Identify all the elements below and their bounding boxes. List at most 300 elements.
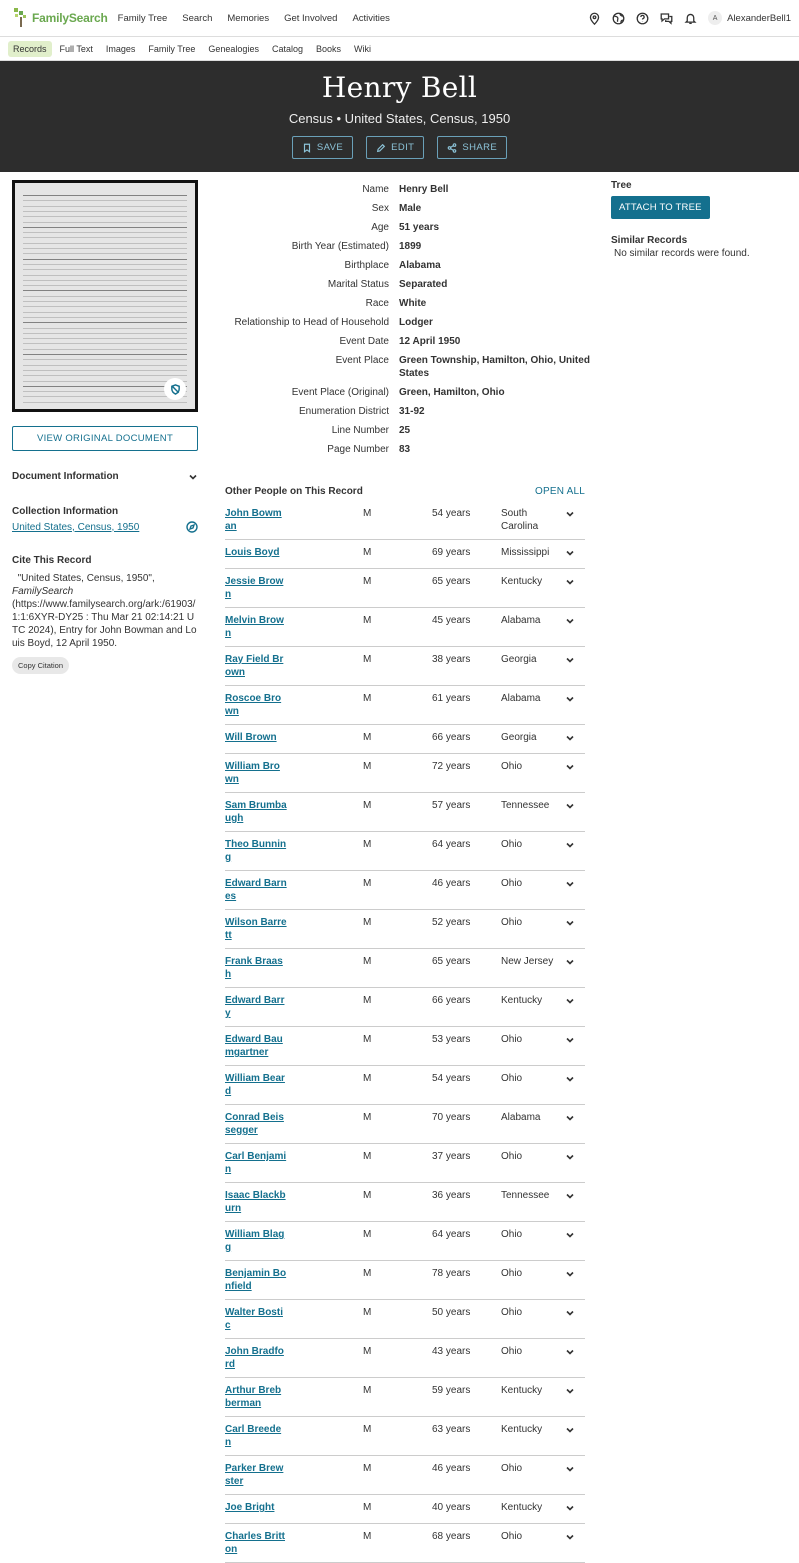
fact-label: Line Number [331,425,389,436]
person-name-link[interactable]: Benjamin Bonfield [225,1268,287,1292]
person-birthplace: Ohio [501,1229,523,1240]
person-birthplace: Georgia [501,732,537,743]
person-name-cell [225,877,363,903]
person-name-title: Henry Bell [321,71,478,104]
person-name-cell [225,614,363,640]
records-subnav [0,37,799,61]
person-birthplace: Ohio [501,1268,523,1279]
collection-link-row [12,521,198,533]
brand-name: FamilySearch [32,11,108,25]
expand-row-button[interactable] [565,692,585,718]
person-name-cell [225,838,363,864]
chevron-down-icon [565,957,575,967]
person-row [225,1524,585,1563]
chevron-down-icon [565,1425,575,1435]
tree-title: Tree [611,180,632,191]
facts-list [225,183,600,456]
sheet-rule-line [23,259,187,260]
person-name-link[interactable]: Edward Barnes [225,878,287,902]
person-age: 38 years [432,654,471,665]
person-name-cell [225,916,363,942]
sheet-rule-line [23,317,187,318]
sheet-rule-line [23,391,187,392]
expand-row-button[interactable] [565,1423,585,1449]
person-row [225,754,585,793]
sheet-rule-line [23,290,187,291]
person-birthplace: Kentucky [501,995,543,1006]
person-name-link[interactable]: John Bradford [225,1346,284,1370]
nav-get-involved[interactable]: Get Involved [284,12,338,24]
fact-row [225,424,600,437]
collection-information-title: Collection Information [12,506,119,517]
person-age: 66 years [432,732,471,743]
person-name-cell [225,994,363,1020]
person-age: 68 years [432,1531,471,1542]
other-people-header [225,481,585,501]
chevron-down-icon [565,509,575,519]
collection-link[interactable]: United States, Census, 1950 [12,521,140,533]
globe-icon[interactable] [612,12,625,25]
person-sex: M [363,1502,372,1513]
person-row [225,1378,585,1417]
expand-row-button[interactable] [565,1072,585,1098]
person-sex: M [363,1268,372,1279]
person-name-link[interactable]: Conrad Beissegger [225,1112,284,1136]
expand-row-button[interactable] [565,614,585,640]
person-name-link[interactable]: Will Brown [225,732,277,743]
fact-label: Page Number [327,444,389,455]
fact-value: Green Township, Hamilton, Ohio, United States [399,355,590,379]
person-sex: M [363,1346,372,1357]
save-button[interactable] [292,136,353,159]
expand-row-button[interactable] [565,760,585,786]
person-birthplace: Alabama [501,1112,541,1123]
bookmark-icon [302,143,312,153]
fact-row [225,278,600,291]
person-name-link[interactable]: Theo Bunning [225,839,287,863]
person-birthplace: Ohio [501,917,523,928]
person-name-cell [225,507,363,533]
fact-row [225,221,600,234]
other-people-title: Other People on This Record [225,485,363,497]
cite-this-record-title: Cite This Record [12,555,92,566]
sheet-rule-line [23,328,187,329]
expand-row-button[interactable] [565,838,585,864]
person-birthplace: Kentucky [501,1424,543,1435]
fact-row [225,183,600,196]
sheet-rule-line [23,243,187,244]
expand-row-button[interactable] [565,1462,585,1488]
expand-row-button[interactable] [565,916,585,942]
person-sex: M [363,1463,372,1474]
person-name-link[interactable]: Carl Breeden [225,1424,282,1448]
other-people-list [225,501,585,1563]
person-row [225,647,585,686]
person-row [225,1066,585,1105]
sheet-rule-line [23,396,187,397]
restricted-shield-icon[interactable] [164,378,186,400]
top-right-tools [588,11,791,25]
person-sex: M [363,1190,372,1201]
fact-row [225,297,600,310]
fact-label: Marital Status [327,279,389,290]
nav-activities[interactable]: Activities [352,12,390,24]
sheet-rule-line [23,312,187,313]
person-age: 72 years [432,761,471,772]
subnav-images[interactable]: Images [105,43,136,54]
sheet-rule-line [23,275,187,276]
person-age: 37 years [432,1151,471,1162]
sheet-rule-line [23,216,187,217]
main-nav [118,13,390,24]
person-birthplace: Kentucky [501,1502,543,1513]
citation-part-1: "United States, Census, 1950", [17,573,155,584]
person-name-cell [225,1189,363,1215]
record-actions [0,136,799,159]
person-age: 43 years [432,1346,471,1357]
other-people-section [225,481,585,1563]
person-age: 45 years [432,615,471,626]
nav-search[interactable]: Search [182,12,213,24]
person-birthplace: Ohio [501,1034,523,1045]
person-name-link[interactable]: Wilson Barrett [225,917,287,941]
chevron-down-icon [565,996,575,1006]
person-birthplace: Ohio [501,1463,523,1474]
person-name-cell [225,799,363,825]
person-name-cell [225,955,363,981]
person-name-link[interactable]: Edward Baumgartner [225,1034,283,1058]
edit-button[interactable] [366,136,424,159]
person-name-cell [225,575,363,601]
person-row [225,1027,585,1066]
chevron-down-icon [565,616,575,626]
subnav-books[interactable]: Books [315,43,341,54]
person-name-cell [225,1345,363,1371]
fact-row [225,354,600,380]
fact-row [225,386,600,399]
person-sex: M [363,839,372,850]
expand-row-button[interactable] [565,507,585,533]
expand-row-button[interactable] [565,1501,585,1517]
person-birthplace: Tennessee [501,800,550,811]
person-birthplace: Alabama [501,615,541,626]
person-sex: M [363,1112,372,1123]
chevron-down-icon [565,1503,575,1513]
pencil-icon [376,143,386,153]
expand-row-button[interactable] [565,1189,585,1215]
record-facts [225,172,600,462]
expand-row-button[interactable] [565,731,585,747]
person-sex: M [363,917,372,928]
person-name-cell [225,1462,363,1488]
fact-row [225,316,600,329]
fact-row [225,240,600,253]
person-birthplace: South Carolina [501,508,539,532]
sheet-rule-line [23,248,187,249]
subnav-catalog[interactable]: Catalog [271,43,303,54]
fact-label: Birth Year (Estimated) [291,241,389,252]
chevron-down-icon [565,577,575,587]
person-row [225,793,585,832]
person-name-link[interactable]: William Brown [225,761,280,785]
person-name-link[interactable]: Roscoe Brown [225,693,282,717]
chevron-down-icon [565,918,575,928]
expand-row-button[interactable] [565,1306,585,1332]
chevron-down-icon [565,1308,575,1318]
fact-row [225,443,600,456]
expand-row-button[interactable] [565,799,585,825]
person-sex: M [363,732,372,743]
nav-memories[interactable]: Memories [227,12,270,24]
person-sex: M [363,1073,372,1084]
chevron-down-icon [565,548,575,558]
expand-row-button[interactable] [565,653,585,679]
attach-to-tree-button[interactable]: ATTACH TO TREE [611,196,710,219]
person-row [225,949,585,988]
person-name-link[interactable]: Walter Bostic [225,1307,283,1331]
fact-label: Event Place [335,355,389,366]
sheet-rule-line [23,301,187,302]
expand-row-button[interactable] [565,955,585,981]
sheet-rule-line [23,375,187,376]
location-pin-icon[interactable] [588,12,601,25]
document-information-toggle[interactable] [12,471,198,482]
expand-row-button[interactable] [565,994,585,1020]
person-name-cell [225,1072,363,1098]
person-age: 70 years [432,1112,471,1123]
sheet-rule-line [23,359,187,360]
sheet-rule-line [23,222,187,223]
chevron-down-icon [565,1386,575,1396]
sheet-rule-line [23,269,187,270]
person-name-cell [225,760,363,786]
sheet-rule-line [23,206,187,207]
fact-row [225,405,600,418]
document-information-label: Document Information [12,471,119,482]
chevron-down-icon [565,840,575,850]
person-name-link[interactable]: Louis Boyd [225,547,280,558]
top-navigation [0,0,799,37]
person-age: 57 years [432,800,471,811]
fact-value: Lodger [399,317,433,328]
person-sex: M [363,1424,372,1435]
person-birthplace: Georgia [501,654,537,665]
person-row [225,540,585,569]
fact-value: 31-92 [399,406,425,417]
person-age: 78 years [432,1268,471,1279]
sheet-rule-line [23,349,187,350]
sheet-rule-line [23,370,187,371]
person-name-link[interactable]: Charles Britton [225,1531,286,1555]
save-label: SAVE [316,142,344,153]
person-birthplace: Ohio [501,878,523,889]
person-name-link[interactable]: Carl Benjamin [225,1151,287,1175]
help-icon[interactable] [636,12,649,25]
person-name-link[interactable]: Sam Brumbaugh [225,800,287,824]
person-name-link[interactable]: Frank Braash [225,956,283,980]
share-button[interactable] [437,136,507,159]
person-name-cell [225,1228,363,1254]
expand-row-button[interactable] [565,1150,585,1176]
notifications-bell-icon[interactable] [684,12,697,25]
person-name-cell [225,546,363,562]
person-row [225,725,585,754]
fact-label: Birthplace [344,260,389,271]
person-row [225,569,585,608]
sheet-rule-line [23,343,187,344]
person-age: 50 years [432,1307,471,1318]
person-row [225,832,585,871]
person-birthplace: Mississippi [501,547,550,558]
person-age: 36 years [432,1190,471,1201]
expand-row-button[interactable] [565,575,585,601]
person-age: 64 years [432,1229,471,1240]
similar-records-title: Similar Records [611,235,688,246]
expand-row-button[interactable] [565,1384,585,1410]
fact-label: Event Place (Original) [291,387,389,398]
person-row [225,1261,585,1300]
person-birthplace: Alabama [501,693,541,704]
person-name-link[interactable]: Jessie Brown [225,576,284,600]
person-name-cell [225,1423,363,1449]
chevron-down-icon [565,1152,575,1162]
person-age: 63 years [432,1424,471,1435]
person-row [225,1456,585,1495]
person-name-link[interactable]: Joe Bright [225,1502,275,1513]
chevron-down-icon [565,1347,575,1357]
sheet-rule-line [23,365,187,366]
chevron-down-icon [188,472,198,482]
expand-row-button[interactable] [565,1228,585,1254]
subnav-genealogies[interactable]: Genealogies [208,43,259,54]
person-name-link[interactable]: Ray Field Brown [225,654,284,678]
subnav-family-tree[interactable]: Family Tree [148,43,196,54]
person-birthplace: Ohio [501,1073,523,1084]
sheet-rule-line [23,195,187,196]
chevron-down-icon [565,1464,575,1474]
fact-label: Race [365,298,389,309]
person-sex: M [363,576,372,587]
document-thumbnail[interactable] [12,180,198,412]
sheet-rule-line [23,354,187,355]
person-birthplace: Ohio [501,1531,523,1542]
fact-row [225,202,600,215]
person-name-link[interactable]: John Bowman [225,508,282,532]
nav-family-tree[interactable]: Family Tree [117,12,168,24]
left-column [12,180,198,674]
subnav-wiki[interactable]: Wiki [354,43,371,54]
person-row [225,686,585,725]
person-name-cell [225,1267,363,1293]
person-name-cell [225,1111,363,1137]
person-age: 59 years [432,1385,471,1396]
expand-row-button[interactable] [565,877,585,903]
person-name-cell [225,1501,363,1517]
person-age: 66 years [432,995,471,1006]
person-row [225,501,585,540]
person-row [225,1495,585,1524]
person-name-link[interactable]: Isaac Blackburn [225,1190,286,1214]
person-sex: M [363,761,372,772]
record-header [0,61,799,172]
person-sex: M [363,878,372,889]
record-content [0,172,799,1555]
person-sex: M [363,1307,372,1318]
person-sex: M [363,693,372,704]
tree-logo-icon [12,6,30,30]
expand-row-button[interactable] [565,1111,585,1137]
expand-row-button[interactable] [565,546,585,562]
person-row [225,871,585,910]
edit-label: EDIT [391,142,415,153]
subnav-records[interactable]: Records [8,41,52,57]
person-row [225,1144,585,1183]
sheet-rule-line [23,322,187,323]
person-name-link[interactable]: Parker Brewster [225,1463,284,1487]
expand-row-button[interactable] [565,1033,585,1059]
chevron-down-icon [565,655,575,665]
sheet-rule-line [23,200,187,201]
person-birthplace: Kentucky [501,576,543,587]
person-name-cell [225,1033,363,1059]
person-name-link[interactable]: William Beard [225,1073,285,1097]
person-row [225,988,585,1027]
person-name-cell [225,1150,363,1176]
person-birthplace: New Jersey [501,956,554,967]
person-birthplace: Kentucky [501,1385,543,1396]
person-age: 46 years [432,878,471,889]
chevron-down-icon [565,733,575,743]
fact-value: 12 April 1950 [399,336,461,347]
fact-value: Male [399,203,422,214]
person-name-cell [225,1530,363,1556]
familysearch-logo[interactable] [12,6,108,30]
fact-label: Sex [371,203,389,214]
open-all-button[interactable]: OPEN ALL [535,485,585,497]
expand-row-button[interactable] [565,1530,585,1556]
sheet-rule-line [23,253,187,254]
view-original-document-button[interactable]: VIEW ORIGINAL DOCUMENT [12,426,198,451]
sheet-rule-line [23,227,187,228]
chevron-down-icon [565,1230,575,1240]
person-name-link[interactable]: William Blagg [225,1229,285,1253]
person-name-link[interactable]: Melvin Brown [225,615,284,639]
census-sheet-image [15,183,195,409]
fact-label: Enumeration District [298,406,389,417]
person-name-link[interactable]: Edward Barry [225,995,285,1019]
user-menu[interactable] [708,11,791,25]
person-age: 54 years [432,1073,471,1084]
chevron-down-icon [565,694,575,704]
fact-label: Relationship to Head of Household [234,317,389,328]
expand-row-button[interactable] [565,1267,585,1293]
person-age: 69 years [432,547,471,558]
person-age: 46 years [432,1463,471,1474]
record-subtitle: Census • United States, Census, 1950 [288,111,511,126]
expand-row-button[interactable] [565,1345,585,1371]
person-age: 65 years [432,956,471,967]
person-age: 61 years [432,693,471,704]
subnav-full-text[interactable]: Full Text [59,43,93,54]
person-name-link[interactable]: Arthur Brebberman [225,1385,282,1409]
fact-row [225,335,600,348]
copy-citation-button[interactable]: Copy Citation [12,657,69,674]
citation-part-2: (https://www.familysearch.org/ark:/61903/1:1:6XYR-DY25 : Thu Mar 21 02:14:21 UTC 2024), Entry for John Bowman and Louis Boyd, 12 April 1950. [12,599,197,649]
person-age: 65 years [432,576,471,587]
messages-icon[interactable] [660,12,673,25]
compass-icon[interactable] [186,521,198,533]
chevron-down-icon [565,1074,575,1084]
